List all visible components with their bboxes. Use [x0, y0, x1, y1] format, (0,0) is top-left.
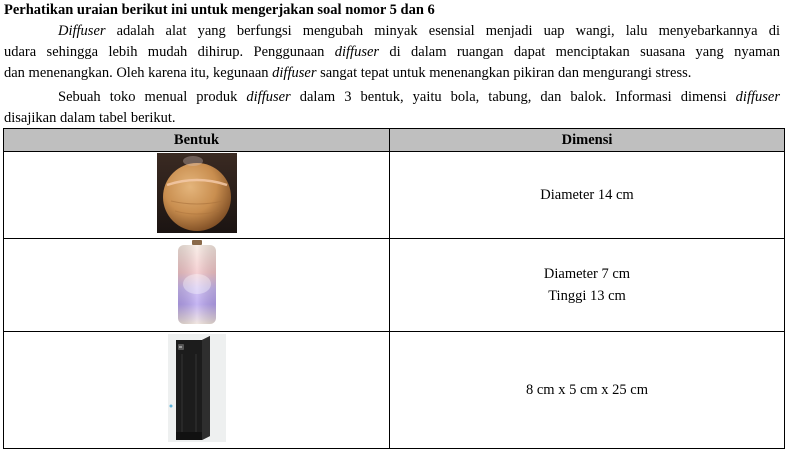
dimension-text: Tinggi 13 cm — [548, 288, 626, 304]
shape-cell — [4, 152, 390, 239]
paragraph-line — [4, 42, 780, 63]
table-row — [4, 332, 785, 449]
paragraph-line — [4, 63, 780, 84]
paragraph-text: di dalam ruangan dapat menciptakan suasana yang nyaman — [379, 44, 780, 60]
table-row — [4, 152, 785, 239]
sphere-diffuser-image — [157, 153, 237, 238]
cylinder-diffuser-image — [176, 240, 218, 331]
term-diffuser: diffuser — [272, 65, 317, 81]
paragraph-text: adalah alat yang berfungsi mengubah minyak esensial menjadi uap wangi, lalu menyebarkannya di — [105, 23, 780, 39]
paragraph-store-info — [4, 87, 780, 129]
paragraph-text: dalam 3 bentuk, yaitu bola, tabung, dan balok. Informasi dimensi — [290, 89, 736, 105]
paragraph-text: udara sehingga lebih mudah dihirup. Penggunaan — [4, 44, 335, 60]
section-heading: Perhatikan uraian berikut ini untuk mengerjakan soal nomor 5 dan 6 — [4, 2, 435, 18]
term-diffuser: diffuser — [246, 89, 291, 105]
dimension-cell — [390, 152, 785, 239]
paragraph-text: sangat tepat untuk menenangkan pikiran dan mengurangi stress. — [316, 65, 692, 81]
dimension-table — [3, 128, 785, 449]
paragraph-line — [4, 21, 780, 42]
dimension-text: Diameter 14 cm — [540, 187, 634, 203]
table-header-row — [4, 129, 785, 152]
dimension-text: 8 cm x 5 cm x 25 cm — [525, 382, 649, 398]
header-bentuk: Bentuk — [4, 129, 390, 152]
term-diffuser: diffuser — [735, 89, 780, 105]
dimension-cell — [390, 332, 785, 449]
paragraph-text: Sebuah toko menual produk — [58, 89, 247, 105]
table-row — [4, 239, 785, 332]
paragraph-line — [4, 87, 780, 108]
term-diffuser: diffuser — [334, 44, 380, 60]
box-diffuser-image — [168, 334, 226, 447]
shape-cell — [4, 332, 390, 449]
dimension-text: Diameter 7 cm — [543, 266, 631, 282]
paragraph-text: dan menenangkan. Oleh karena itu, kegunaan — [4, 65, 273, 81]
term-diffuser: Diffuser — [58, 23, 106, 39]
paragraph-line: disajikan dalam tabel berikut. — [4, 110, 176, 126]
shape-cell — [4, 239, 390, 332]
dimension-cell — [390, 239, 785, 332]
header-dimensi: Dimensi — [390, 129, 785, 152]
paragraph-diffuser-description — [4, 21, 780, 84]
